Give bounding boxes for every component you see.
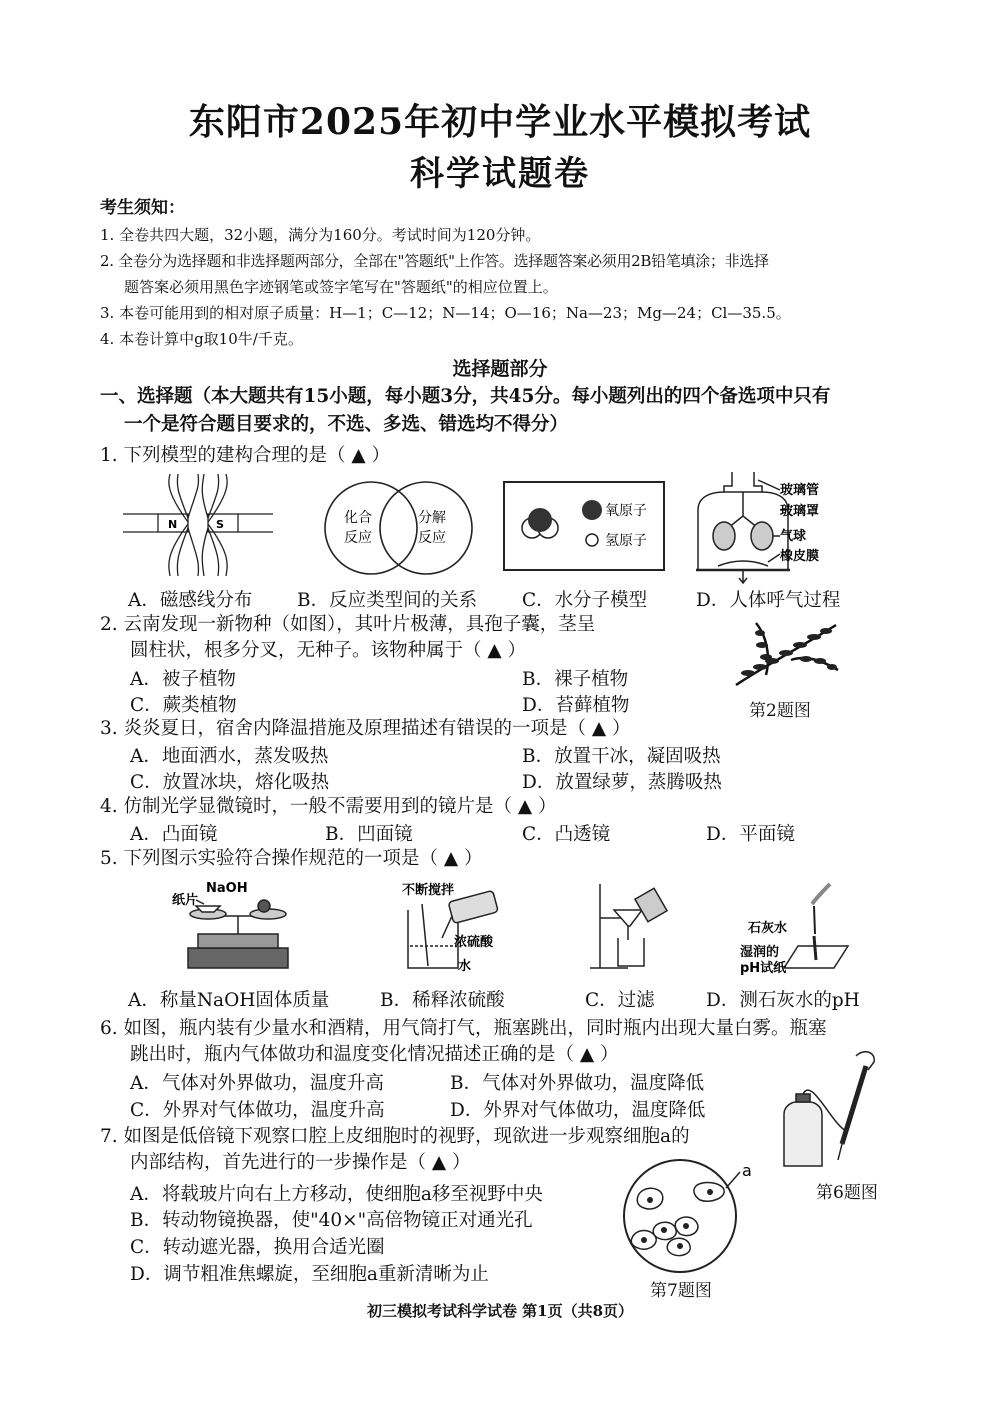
q3-option-d: D．放置绿萝，蒸腾吸热 <box>522 772 722 793</box>
part1-instruction-cont: 一个是符合题目要求的，不选、多选、错选均不得分） <box>124 414 569 435</box>
magnetic-field-figure <box>118 472 278 582</box>
dilution-figure <box>398 876 518 976</box>
part1-instruction: 一、选择题（本大题共有15小题，每小题3分，共45分。每小题列出的四个备选项中只有 <box>100 386 831 407</box>
q6-option-d: D．外界对气体做功，温度降低 <box>450 1100 706 1121</box>
section-title: 选择题部分 <box>452 358 548 380</box>
q3-stem: 3. 炎炎夏日，宿舍内降温措施及原理描述有错误的一项是（ ▲ ） <box>100 718 631 739</box>
q7-option-d: D．调节粗准焦螺旋，至细胞a重新清晰为止 <box>130 1264 489 1285</box>
notice-item: 1. 全卷共四大题，32小题，满分为160分。考试时间为120分钟。 <box>100 226 541 244</box>
n-pole-label: N <box>168 518 178 531</box>
ph-paper-label: pH试纸 <box>740 961 787 976</box>
q2-stem-cont: 圆柱状，根多分叉，无种子。该物种属于（ ▲ ） <box>130 640 526 661</box>
q1-option-c: C．水分子模型 <box>522 590 648 611</box>
water-label: 水 <box>458 959 472 974</box>
q6-stem-cont: 跳出时，瓶内气体做功和温度变化情况描述正确的是（ ▲ ） <box>130 1044 619 1065</box>
q5-stem: 5. 下列图示实验符合操作规范的一项是（ ▲ ） <box>100 848 483 869</box>
notice-item: 4. 本卷计算中g取10牛/千克。 <box>100 330 303 348</box>
cell-a-label: a <box>742 1161 752 1180</box>
oxygen-legend: 氧原子 <box>605 503 647 519</box>
balance-figure <box>168 876 298 976</box>
venn-label: 分解 <box>418 510 446 526</box>
balloon-label: 气球 <box>780 529 807 544</box>
ph-test-figure <box>738 876 868 976</box>
q6-option-b: B．气体对外界做功，温度降低 <box>450 1073 705 1094</box>
bottle-pump-figure <box>772 1046 887 1176</box>
hydrogen-legend: 氢原子 <box>605 533 647 549</box>
q1-option-b: B．反应类型间的关系 <box>297 590 478 611</box>
q3-option-c: C．放置冰块，熔化吸热 <box>130 772 330 793</box>
q4-option-b: B．凹面镜 <box>325 824 413 845</box>
q2-stem: 2. 云南发现一新物种（如图），其叶片极薄，具孢子囊，茎呈 <box>100 614 596 635</box>
filtration-figure <box>588 880 678 978</box>
q3-option-a: A．地面洒水，蒸发吸热 <box>130 746 329 767</box>
q7-stem-cont: 内部结构，首先进行的一步操作是（ ▲ ） <box>130 1152 471 1173</box>
venn-label: 反应 <box>418 530 446 546</box>
membrane-label: 橡皮膜 <box>780 549 820 564</box>
paper-label: 纸片 <box>172 893 199 908</box>
notice-item: 2. 全卷分为选择题和非选择题两部分，全部在"答题纸"上作答。选择题答案必须用2B铅笔填涂；非选择 <box>100 252 769 270</box>
q4-option-d: D．平面镜 <box>706 824 795 845</box>
q7-option-c: C．转动遮光器，换用合适光圈 <box>130 1237 385 1258</box>
s-pole-label: S <box>216 518 224 531</box>
q4-option-a: A．凸面镜 <box>130 824 218 845</box>
notice-heading: 考生须知： <box>100 198 185 218</box>
q4-option-c: C．凸透镜 <box>522 824 611 845</box>
q1-stem: 1. 下列模型的建构合理的是（ ▲ ） <box>100 445 391 466</box>
q3-option-b: B．放置干冰，凝固吸热 <box>522 746 721 767</box>
microscope-field-figure <box>618 1158 768 1278</box>
q6-figure-caption: 第6题图 <box>816 1183 878 1203</box>
page-footer: 初三模拟考试科学试卷 第1页（共8页） <box>366 1302 634 1320</box>
q7-option-a: A．将载玻片向右上方移动，使细胞a移至视野中央 <box>130 1184 543 1205</box>
q5-option-a: A．称量NaOH固体质量 <box>128 990 330 1011</box>
exam-subtitle: 科学试题卷 <box>410 154 590 194</box>
q4-stem: 4. 仿制光学显微镜时，一般不需要用到的镜片是（ ▲ ） <box>100 796 557 817</box>
q7-stem: 7. 如图是低倍镜下观察口腔上皮细胞时的视野，现欲进一步观察细胞a的 <box>100 1126 690 1147</box>
limewater-label: 石灰水 <box>748 921 788 936</box>
stir-label: 不断搅拌 <box>402 883 455 898</box>
q6-option-c: C．外界对气体做功，温度升高 <box>130 1100 385 1121</box>
q6-option-a: A．气体对外界做功，温度升高 <box>130 1073 384 1094</box>
venn-label: 反应 <box>344 530 372 546</box>
q7-figure-caption: 第7题图 <box>650 1281 712 1301</box>
breathing-model-figure <box>688 470 868 585</box>
tube-label: 玻璃管 <box>780 483 820 498</box>
reaction-venn-figure <box>316 478 481 578</box>
notice-item: 题答案必须用黑色字迹钢笔或签字笔写在"答题纸"的相应位置上。 <box>124 278 558 296</box>
q2-figure-caption: 第2题图 <box>749 701 811 721</box>
jar-label: 玻璃罩 <box>780 504 820 519</box>
water-molecule-figure <box>502 478 667 574</box>
q1-option-d: D．人体呼气过程 <box>696 590 841 611</box>
q2-option-d: D．苔藓植物 <box>522 695 630 716</box>
q5-option-b: B．稀释浓硫酸 <box>380 990 505 1011</box>
q5-option-c: C．过滤 <box>585 990 655 1011</box>
fern-figure <box>726 615 846 695</box>
wet-label: 湿润的 <box>740 945 780 960</box>
naoh-label: NaOH <box>206 881 248 896</box>
q7-option-b: B．转动物镜换器，使"40×"高倍物镜正对通光孔 <box>130 1210 533 1231</box>
q2-option-c: C．蕨类植物 <box>130 695 237 716</box>
notice-item: 3. 本卷可能用到的相对原子质量：H—1；C—12；N—14；O—16；Na—23；Mg—24；Cl—35.5。 <box>100 304 791 322</box>
exam-title: 东阳市2025年初中学业水平模拟考试 <box>188 101 812 143</box>
q2-option-a: A．被子植物 <box>130 669 236 690</box>
q2-option-b: B．裸子植物 <box>522 669 629 690</box>
q5-option-d: D．测石灰水的pH <box>706 990 860 1011</box>
acid-label: 浓硫酸 <box>454 935 494 950</box>
venn-label: 化合 <box>344 510 372 526</box>
q6-stem: 6. 如图，瓶内装有少量水和酒精，用气筒打气，瓶塞跳出，同时瓶内出现大量白雾。瓶塞 <box>100 1018 827 1039</box>
q1-option-a: A．磁感线分布 <box>128 590 253 611</box>
